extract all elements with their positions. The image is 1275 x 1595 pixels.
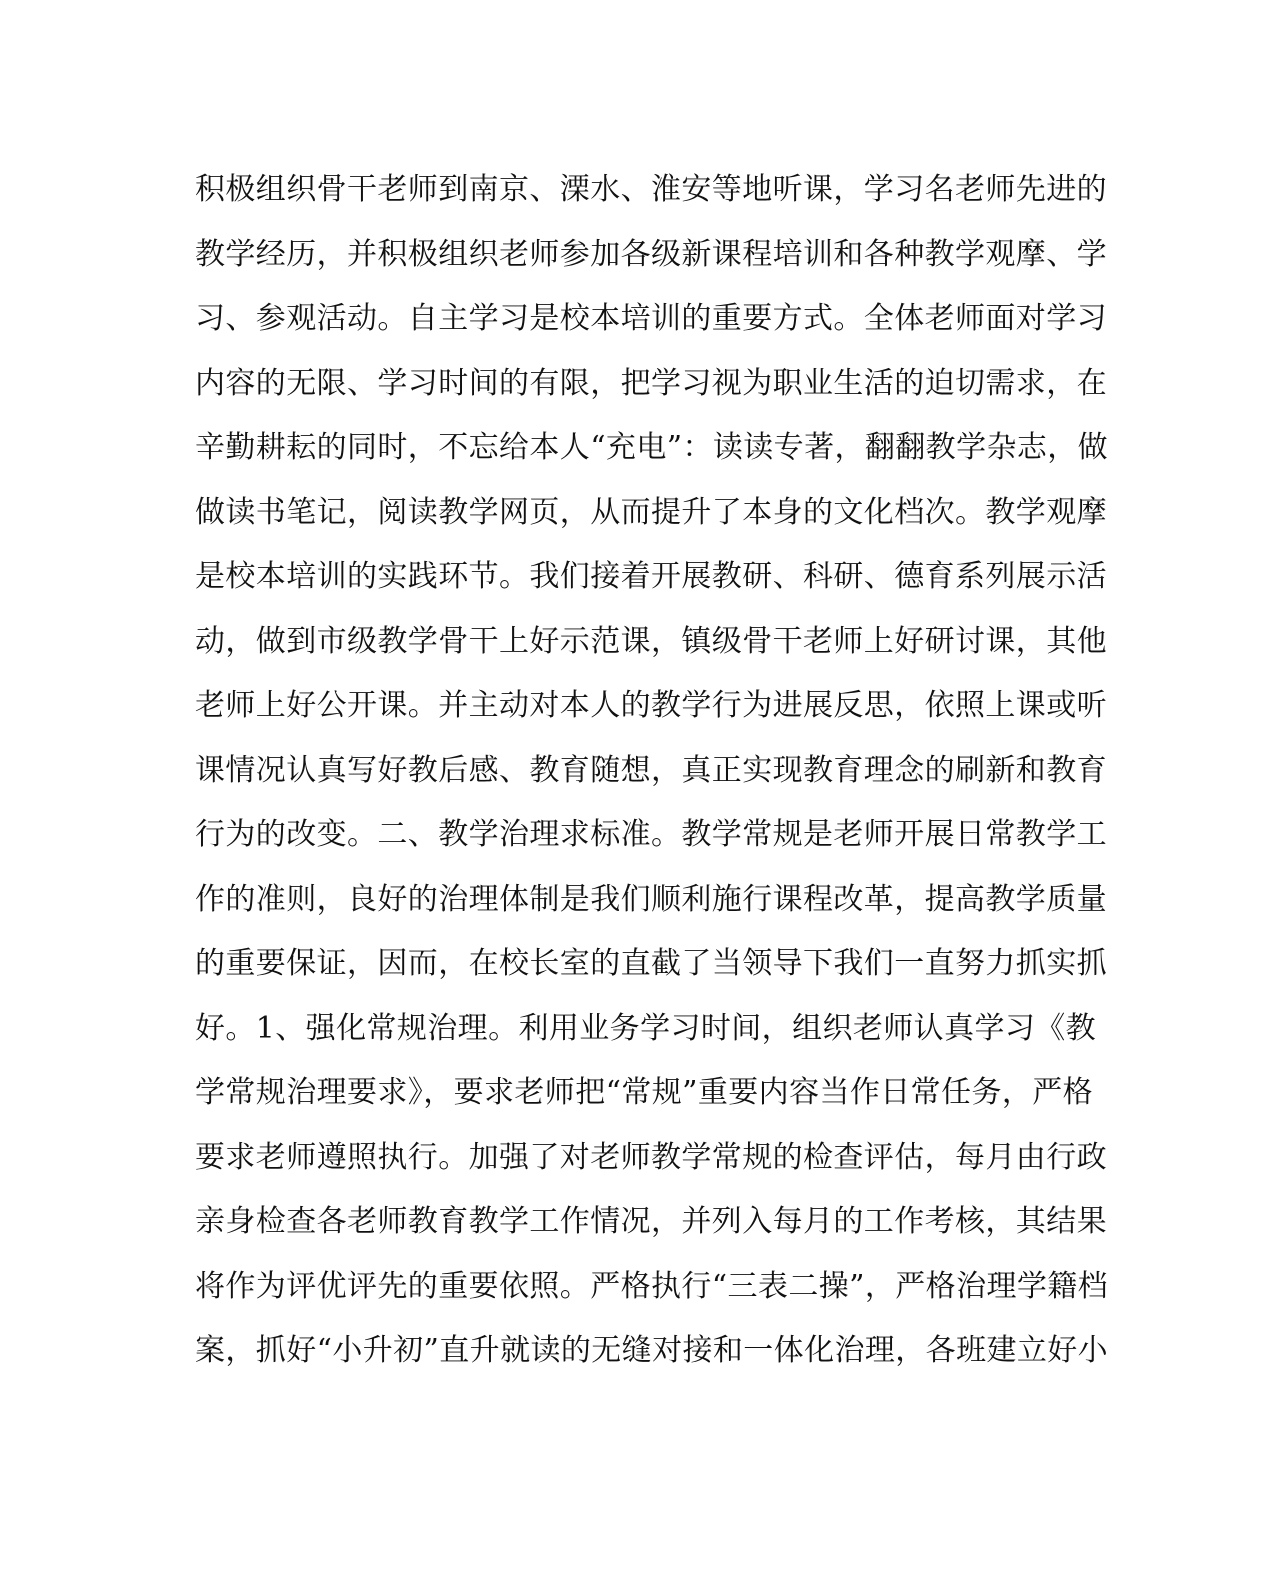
text-line: 辛勤耕耘的同时，不忘给本人“充电”：读读专著，翻翻教学杂志，做 <box>195 430 1109 465</box>
text-line: 学常规治理要求》，要求老师把“常规”重要内容当作日常任务，严格 <box>195 1075 1094 1110</box>
text-line: 案，抓好“小升初”直升就读的无缝对接和一体化治理，各班建立好小 <box>195 1333 1109 1368</box>
text-line: 积极组织骨干老师到南京、溧水、淮安等地听课，学习名老师先进的 <box>195 172 1107 207</box>
text-line: 好。1、强化常规治理。利用业务学习时间，组织老师认真学习《教 <box>195 1010 1097 1046</box>
text-line: 课情况认真写好教后感、教育随想，真正实现教育理念的刷新和教育 <box>195 752 1107 788</box>
text-line: 作的准则，良好的治理体制是我们顺利施行课程改革，提高教学质量 <box>195 881 1107 917</box>
text-line: 的重要保证，因而，在校长室的直截了当领导下我们一直努力抓实抓 <box>195 946 1107 981</box>
text-line: 做读书笔记，阅读教学网页，从而提升了本身的文化档次。教学观摩 <box>195 494 1107 530</box>
text-line: 要求老师遵照执行。加强了对老师教学常规的检查评估，每月由行政 <box>195 1139 1107 1175</box>
text-line: 是校本培训的实践环节。我们接着开展教研、科研、德育系列展示活 <box>195 559 1107 594</box>
text-line: 内容的无限、学习时间的有限，把学习视为职业生活的迫切需求，在 <box>195 365 1107 401</box>
text-line: 行为的改变。二、教学治理求标准。教学常规是老师开展日常教学工 <box>195 817 1107 852</box>
text-line: 习、参观活动。自主学习是校本培训的重要方式。全体老师面对学习 <box>195 301 1107 336</box>
text-line: 动，做到市级教学骨干上好示范课，镇级骨干老师上好研讨课，其他 <box>195 623 1107 659</box>
body-text <box>195 158 1109 1384</box>
text-line: 教学经历，并积极组织老师参加各级新课程培训和各种教学观摩、学 <box>195 236 1107 272</box>
text-line: 亲身检查各老师教育教学工作情况，并列入每月的工作考核，其结果 <box>195 1204 1107 1239</box>
text-line: 将作为评优评先的重要依照。严格执行“三表二操”，严格治理学籍档 <box>195 1268 1109 1304</box>
text-line: 老师上好公开课。并主动对本人的教学行为进展反思，依照上课或听 <box>195 688 1107 723</box>
